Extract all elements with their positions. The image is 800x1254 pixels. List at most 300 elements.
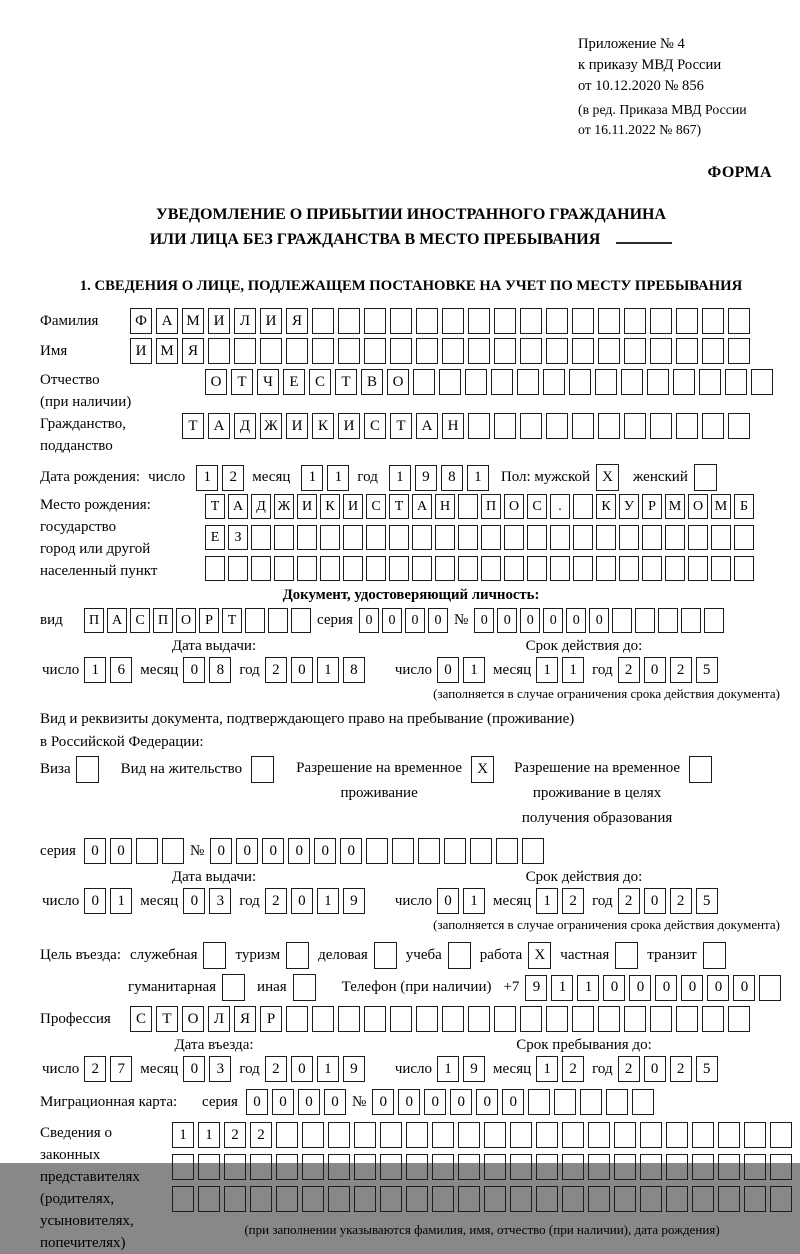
char-cell: И xyxy=(343,494,363,519)
char-cell xyxy=(688,556,708,581)
char-cell: 2 xyxy=(670,888,692,914)
purpose-transit: транзит xyxy=(647,942,725,969)
char-cell xyxy=(520,308,542,334)
res-issue-month-cells xyxy=(183,888,231,914)
amendment-line: (в ред. Приказа МВД России xyxy=(578,102,747,117)
char-cell xyxy=(468,308,490,334)
char-cell xyxy=(688,525,708,550)
char-cell xyxy=(468,413,490,439)
char-cell xyxy=(751,369,773,395)
char-cell xyxy=(312,338,334,364)
char-cell xyxy=(510,1186,532,1212)
char-cell xyxy=(572,413,594,439)
char-cell: Я xyxy=(286,308,308,334)
blank-line xyxy=(616,231,672,244)
surname-cells xyxy=(130,308,750,334)
issue-date-heading: Дата выдачи: xyxy=(171,869,257,885)
char-cell: 2 xyxy=(562,1056,584,1082)
char-cell: 0 xyxy=(476,1089,498,1115)
purpose-study: учеба xyxy=(406,942,471,969)
char-cell: 0 xyxy=(110,838,132,864)
char-cell xyxy=(569,369,591,395)
section1-heading: 1. СВЕДЕНИЯ О ЛИЦЕ, ПОДЛЕЖАЩЕМ ПОСТАНОВКЕ НА УЧЕТ ПО МЕСТУ ПРЕБЫВАНИЯ xyxy=(79,278,743,294)
purpose-work: работа X xyxy=(480,942,552,969)
char-cell: М xyxy=(156,338,178,364)
stay-day-cells xyxy=(437,1056,485,1082)
char-cell xyxy=(320,525,340,550)
char-cell: Л xyxy=(208,1006,230,1032)
char-cell xyxy=(517,369,539,395)
amendment-line: от 16.11.2022 № 867) xyxy=(578,122,702,137)
char-cell xyxy=(546,1006,568,1032)
checkbox-commercial xyxy=(374,942,397,969)
char-cell: 0 xyxy=(589,608,609,633)
char-cell: 0 xyxy=(291,888,313,914)
appendix-block xyxy=(578,34,782,140)
char-cell xyxy=(496,838,518,864)
char-cell: 0 xyxy=(733,975,755,1001)
phone-cells xyxy=(525,975,781,1001)
char-cell xyxy=(640,1186,662,1212)
checkbox-transit xyxy=(703,942,726,969)
gender-male-label: Пол: мужской xyxy=(500,469,591,485)
char-cell xyxy=(527,556,547,581)
char-cell: 1 xyxy=(327,465,349,491)
residence-doc-options xyxy=(40,756,782,831)
char-cell xyxy=(621,369,643,395)
char-cell xyxy=(320,556,340,581)
char-cell: Т xyxy=(390,413,412,439)
char-cell xyxy=(435,525,455,550)
identity-doc-row xyxy=(40,608,782,633)
checkbox-tourism xyxy=(286,942,309,969)
char-cell xyxy=(598,338,620,364)
profession-label: Профессия xyxy=(40,1010,111,1027)
char-cell: 0 xyxy=(655,975,677,1001)
char-cell xyxy=(640,1154,662,1180)
patronymic-cells xyxy=(205,369,773,395)
char-cell xyxy=(692,1154,714,1180)
birthplace-label: Место рождения: государство город или другой населенный пункт xyxy=(40,497,158,579)
purpose-tourism: туризм xyxy=(235,942,309,969)
entry-month-cells xyxy=(183,1056,231,1082)
char-cell xyxy=(302,1122,324,1148)
char-cell: А xyxy=(412,494,432,519)
char-cell: 0 xyxy=(629,975,651,1001)
char-cell xyxy=(494,308,516,334)
residence-doc-dates xyxy=(40,888,782,914)
migration-card-row xyxy=(40,1089,782,1115)
option-temp-residence-education xyxy=(514,756,712,831)
char-cell xyxy=(770,1154,792,1180)
checkbox-temp-residence: X xyxy=(471,756,494,783)
char-cell: 0 xyxy=(291,1056,313,1082)
char-cell xyxy=(312,308,334,334)
char-cell xyxy=(562,1154,584,1180)
name-row xyxy=(40,338,782,364)
char-cell: 8 xyxy=(343,657,365,683)
char-cell xyxy=(728,308,750,334)
char-cell xyxy=(546,308,568,334)
char-cell xyxy=(520,338,542,364)
char-cell: 0 xyxy=(437,657,459,683)
char-cell xyxy=(343,525,363,550)
char-cell xyxy=(260,338,282,364)
char-cell: 0 xyxy=(382,608,402,633)
char-cell xyxy=(364,308,386,334)
char-cell xyxy=(614,1154,636,1180)
char-cell xyxy=(598,308,620,334)
char-cell xyxy=(245,608,265,633)
char-cell: 0 xyxy=(424,1089,446,1115)
char-cell: 2 xyxy=(265,888,287,914)
char-cell: 2 xyxy=(265,657,287,683)
phone-label: Телефон (при наличии) xyxy=(341,979,492,995)
char-cell: 0 xyxy=(340,838,362,864)
char-cell: Л xyxy=(234,308,256,334)
birth-year-cells xyxy=(389,465,489,491)
char-cell xyxy=(389,556,409,581)
validity-note: (заполняется в случае ограничения срока действия документа) xyxy=(433,917,780,932)
char-cell xyxy=(718,1122,740,1148)
char-cell: С xyxy=(366,494,386,519)
visa-label: Виза xyxy=(40,761,71,777)
char-cell: 7 xyxy=(110,1056,132,1082)
char-cell xyxy=(338,338,360,364)
char-cell: 1 xyxy=(317,1056,339,1082)
appendix-line: к приказу МВД России xyxy=(578,57,722,73)
char-cell: 9 xyxy=(463,1056,485,1082)
option-residence-permit xyxy=(121,756,274,783)
char-cell: Д xyxy=(251,494,271,519)
char-cell: 3 xyxy=(209,888,231,914)
char-cell: 1 xyxy=(437,1056,459,1082)
representatives-cells-row3 xyxy=(172,1186,792,1212)
char-cell: 2 xyxy=(84,1056,106,1082)
char-cell xyxy=(744,1122,766,1148)
doc-series-label: серия xyxy=(317,612,353,628)
char-cell: 0 xyxy=(183,1056,205,1082)
char-cell xyxy=(614,1186,636,1212)
char-cell: Р xyxy=(260,1006,282,1032)
char-cell xyxy=(458,525,478,550)
char-cell xyxy=(416,1006,438,1032)
checkbox-visa xyxy=(76,756,99,783)
char-cell xyxy=(632,1089,654,1115)
char-cell xyxy=(484,1186,506,1212)
char-cell xyxy=(380,1154,402,1180)
char-cell: 0 xyxy=(437,888,459,914)
char-cell xyxy=(619,556,639,581)
representatives-note: (при заполнении указываются фамилия, имя, отчество (при наличии), дата рождения) xyxy=(244,1222,720,1237)
identity-doc-dates xyxy=(40,657,782,683)
char-cell xyxy=(392,838,414,864)
char-cell xyxy=(228,556,248,581)
char-cell xyxy=(702,338,724,364)
char-cell xyxy=(458,1154,480,1180)
birthplace-cells-row1 xyxy=(205,494,754,519)
char-cell xyxy=(251,556,271,581)
char-cell: П xyxy=(481,494,501,519)
birth-day-cells xyxy=(196,465,244,491)
day-label: число xyxy=(42,892,80,909)
char-cell xyxy=(291,608,311,633)
char-cell: Т xyxy=(156,1006,178,1032)
char-cell xyxy=(465,369,487,395)
month-label: месяц xyxy=(140,1060,179,1077)
char-cell: 2 xyxy=(618,888,640,914)
char-cell: 5 xyxy=(696,888,718,914)
char-cell: 2 xyxy=(222,465,244,491)
char-cell xyxy=(484,1154,506,1180)
residence-doc-intro1: Вид и реквизиты документа, подтверждающего право на пребывание (проживание) xyxy=(40,711,575,727)
char-cell xyxy=(458,494,478,519)
month-label: месяц xyxy=(252,469,291,485)
residence-doc-date-headings xyxy=(40,869,782,886)
char-cell xyxy=(725,369,747,395)
surname-row xyxy=(40,308,782,334)
char-cell xyxy=(328,1186,350,1212)
char-cell: П xyxy=(153,608,173,633)
char-cell xyxy=(439,369,461,395)
citizenship-cells xyxy=(182,413,750,439)
res-valid-day-cells xyxy=(437,888,485,914)
char-cell xyxy=(728,338,750,364)
char-cell xyxy=(588,1154,610,1180)
char-cell xyxy=(338,308,360,334)
residence-doc-intro2: в Российской Федерации: xyxy=(40,734,204,750)
char-cell xyxy=(494,1006,516,1032)
char-cell xyxy=(366,556,386,581)
char-cell: О xyxy=(688,494,708,519)
checkbox-temp-residence-education xyxy=(689,756,712,783)
char-cell xyxy=(364,338,386,364)
char-cell xyxy=(491,369,513,395)
char-cell: 2 xyxy=(265,1056,287,1082)
char-cell xyxy=(619,525,639,550)
checkbox-work: X xyxy=(528,942,551,969)
char-cell: 0 xyxy=(502,1089,524,1115)
char-cell xyxy=(470,838,492,864)
checkbox-humanitarian xyxy=(222,974,245,1001)
temp-residence-label: Разрешение на временное проживание xyxy=(296,760,463,801)
char-cell xyxy=(406,1154,428,1180)
char-cell: 1 xyxy=(577,975,599,1001)
year-label: год xyxy=(592,892,613,909)
doc-kind-label: вид xyxy=(40,612,63,628)
char-cell xyxy=(718,1186,740,1212)
char-cell xyxy=(416,338,438,364)
char-cell xyxy=(520,413,542,439)
char-cell: 2 xyxy=(670,657,692,683)
char-cell xyxy=(692,1122,714,1148)
birthplace-block xyxy=(40,494,782,582)
char-cell: А xyxy=(208,413,230,439)
residence-doc-series-row xyxy=(40,838,782,864)
char-cell: Ф xyxy=(130,308,152,334)
char-cell: М xyxy=(711,494,731,519)
char-cell xyxy=(624,308,646,334)
char-cell xyxy=(354,1154,376,1180)
char-cell xyxy=(635,608,655,633)
char-cell xyxy=(250,1186,272,1212)
char-cell xyxy=(744,1154,766,1180)
char-cell: 2 xyxy=(562,888,584,914)
char-cell: 0 xyxy=(291,657,313,683)
checkbox-private xyxy=(615,942,638,969)
char-cell: И xyxy=(208,308,230,334)
char-cell xyxy=(208,338,230,364)
char-cell xyxy=(234,338,256,364)
char-cell: Я xyxy=(234,1006,256,1032)
char-cell: И xyxy=(260,308,282,334)
char-cell xyxy=(650,413,672,439)
char-cell xyxy=(390,1006,412,1032)
representatives-block xyxy=(40,1122,782,1254)
stay-year-cells xyxy=(618,1056,718,1082)
char-cell: С xyxy=(130,1006,152,1032)
char-cell xyxy=(699,369,721,395)
char-cell xyxy=(666,1186,688,1212)
doc-number-cells xyxy=(474,608,724,633)
char-cell: 0 xyxy=(288,838,310,864)
char-cell: 1 xyxy=(198,1122,220,1148)
char-cell xyxy=(312,1006,334,1032)
birth-date-label: Дата рождения: xyxy=(40,469,141,485)
char-cell xyxy=(412,525,432,550)
entry-day-cells xyxy=(84,1056,132,1082)
representatives-cells-row2 xyxy=(172,1154,792,1180)
char-cell: Ж xyxy=(274,494,294,519)
appendix-line: от 10.12.2020 № 856 xyxy=(578,78,704,94)
char-cell xyxy=(650,308,672,334)
char-cell: 0 xyxy=(474,608,494,633)
char-cell xyxy=(364,1006,386,1032)
char-cell xyxy=(588,1122,610,1148)
migration-series-cells xyxy=(246,1089,346,1115)
char-cell xyxy=(268,608,288,633)
number-label: № xyxy=(351,1093,367,1110)
char-cell xyxy=(573,525,593,550)
char-cell: О xyxy=(205,369,227,395)
issue-month-cells xyxy=(183,657,231,683)
char-cell xyxy=(435,556,455,581)
char-cell xyxy=(198,1154,220,1180)
doc-kind-cells xyxy=(84,608,311,633)
checkbox-business xyxy=(203,942,226,969)
char-cell xyxy=(562,1122,584,1148)
purpose-intro-label: Цель въезда: xyxy=(40,947,121,963)
checkbox-study xyxy=(448,942,471,969)
char-cell: А xyxy=(228,494,248,519)
valid-until-heading: Срок действия до: xyxy=(525,638,643,654)
valid-day-cells xyxy=(437,657,485,683)
char-cell xyxy=(536,1154,558,1180)
doc-series-cells xyxy=(359,608,448,633)
char-cell xyxy=(354,1122,376,1148)
char-cell xyxy=(543,369,565,395)
char-cell: 0 xyxy=(236,838,258,864)
char-cell xyxy=(432,1154,454,1180)
char-cell xyxy=(640,1122,662,1148)
purpose-business: служебная xyxy=(130,942,227,969)
issue-day-cells xyxy=(84,657,132,683)
char-cell xyxy=(658,608,678,633)
char-cell xyxy=(770,1122,792,1148)
char-cell xyxy=(666,1154,688,1180)
identity-doc-heading: Документ, удостоверяющий личность: xyxy=(282,587,540,603)
char-cell: 9 xyxy=(415,465,437,491)
char-cell: 0 xyxy=(566,608,586,633)
surname-label: Фамилия xyxy=(40,312,99,329)
char-cell xyxy=(481,525,501,550)
char-cell xyxy=(494,338,516,364)
char-cell xyxy=(297,525,317,550)
name-label: Имя xyxy=(40,342,68,359)
char-cell: 0 xyxy=(262,838,284,864)
char-cell xyxy=(624,338,646,364)
char-cell xyxy=(444,838,466,864)
char-cell xyxy=(596,556,616,581)
char-cell: 0 xyxy=(246,1089,268,1115)
validity-note: (заполняется в случае ограничения срока действия документа) xyxy=(433,686,780,701)
char-cell xyxy=(494,413,516,439)
char-cell xyxy=(390,308,412,334)
char-cell xyxy=(642,556,662,581)
representatives-cells-row1 xyxy=(172,1122,792,1148)
char-cell: Т xyxy=(222,608,242,633)
char-cell xyxy=(734,525,754,550)
char-cell xyxy=(573,556,593,581)
char-cell xyxy=(468,338,490,364)
char-cell xyxy=(676,338,698,364)
month-label: месяц xyxy=(493,892,532,909)
char-cell xyxy=(642,525,662,550)
birth-month-cells xyxy=(301,465,349,491)
res-issue-year-cells xyxy=(265,888,365,914)
char-cell: 0 xyxy=(405,608,425,633)
char-cell xyxy=(728,1006,750,1032)
char-cell xyxy=(274,556,294,581)
char-cell: 1 xyxy=(467,465,489,491)
char-cell xyxy=(366,838,388,864)
char-cell xyxy=(673,369,695,395)
month-label: месяц xyxy=(493,661,532,678)
char-cell: А xyxy=(416,413,438,439)
month-label: месяц xyxy=(493,1060,532,1077)
checkbox-residence-permit xyxy=(251,756,274,783)
char-cell xyxy=(546,338,568,364)
citizenship-label: Гражданство, подданство xyxy=(40,416,127,454)
char-cell: 2 xyxy=(618,1056,640,1082)
birthplace-cells-row2 xyxy=(205,525,754,550)
char-cell xyxy=(522,838,544,864)
form-title xyxy=(40,202,782,252)
char-cell: 1 xyxy=(551,975,573,1001)
purpose-other: иная xyxy=(257,974,316,1001)
char-cell xyxy=(297,556,317,581)
char-cell: О xyxy=(176,608,196,633)
char-cell xyxy=(412,556,432,581)
checkbox-other xyxy=(293,974,316,1001)
char-cell: С xyxy=(130,608,150,633)
char-cell xyxy=(418,838,440,864)
char-cell xyxy=(528,1089,550,1115)
char-cell: И xyxy=(297,494,317,519)
char-cell xyxy=(692,1186,714,1212)
char-cell: Ч xyxy=(257,369,279,395)
char-cell xyxy=(198,1186,220,1212)
